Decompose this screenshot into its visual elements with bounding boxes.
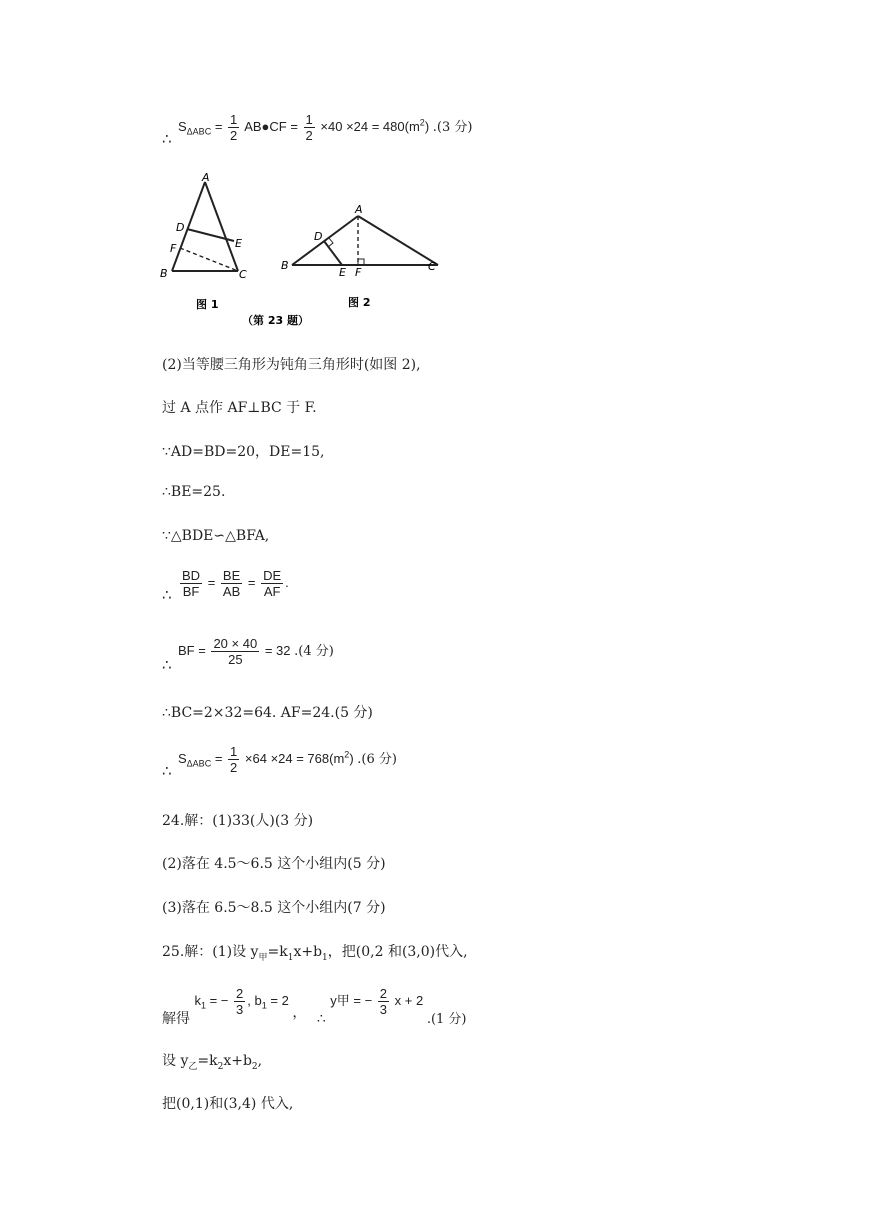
fig1-label-e: E [235,237,242,250]
therefore-symbol: ∴ [162,657,172,674]
area-formula-2: ∴ $S_{\Delta ABC}$ = $\frac{1}{2}$ $\times 64 \times 24 = 768(m^2)$ .(6 分) [162,744,397,780]
fig2-label-b: B [281,259,289,272]
text-line-given: ∵AD=BD=20，DE=15, [162,444,325,460]
text-line-q25-substitute: 把(0,1)和(3,4) 代入, [162,1096,294,1112]
fig2-label-e: E [339,266,346,279]
text-line-q25-setup: 25.解：(1)设 $y_甲=k_1x+b_1$，把(0,2 和(3,0)代入, [162,944,468,963]
fraction-half: $\frac{1}{2}$ [305,112,313,143]
therefore-symbol: ∴ [162,763,172,780]
figure-1-caption: 图 1 [196,298,219,311]
text-line-q24-1: 24.解：(1)33(人)(3 分) [162,813,314,829]
text-line-q24-2: (2)落在 4.5～6.5 这个小组内(5 分) [162,856,386,872]
fig1-label-d: D [176,221,185,234]
fig1-label-c: C [239,268,247,281]
fig1-label-f: F [170,242,177,255]
fig2-label-d: D [314,230,323,243]
text-line-be: ∴BE=25. [162,484,226,500]
text-line-q25-setup2: 设 $y_乙=k_2x+b_2$, [162,1053,263,1072]
area-formula-1: ∴ $S_{\Delta ABC}$ = $\frac{1}{2}$ AB●CF = $\frac{1}{2}$ $\times 40 \times 24 = 480(m^2)$ .(3 分) [162,112,473,148]
therefore-symbol: ∴ [162,587,172,604]
therefore-symbol: ∴ [162,131,172,148]
ratio-formula: ∴ $\frac{BD}{BF}$ = $\frac{BE}{AB}$ = $\frac{DE}{AF}$ . [162,568,289,604]
fig2-label-a: A [355,203,363,216]
fig1-label-a: A [202,171,210,184]
fig1-label-b: B [160,267,168,280]
text-line-bc-af: ∴BC=2×32=64. AF=24.(5 分) [162,705,373,721]
question-caption: （第 23 题） [242,314,309,327]
fig2-label-c: C [428,260,436,273]
text-line-q24-3: (3)落在 6.5～8.5 这个小组内(7 分) [162,900,386,916]
text-line-obtuse-case: (2)当等腰三角形为钝角三角形时(如图 2), [162,357,421,373]
text-line-similar: ∵△BDE∽△BFA, [162,528,270,544]
fraction-half: $\frac{1}{2}$ [230,112,238,143]
fig2-label-f: F [355,266,362,279]
solve-formula: 解得 $k_1$ = − $\frac{2}{3}$ , $b_1 = 2$ ， ∴ y甲 = − $\frac{2}{3}$ x + 2 .(1 分) [162,986,467,1027]
bf-formula: ∴ BF = $\frac{20 \times 40}{25}$ = 32 .(4 分) [162,636,334,674]
text-line-perpendicular: 过 A 点作 AF⊥BC 于 F. [162,400,317,416]
geometry-figure [150,168,460,330]
figure-2-caption: 图 2 [348,296,371,309]
